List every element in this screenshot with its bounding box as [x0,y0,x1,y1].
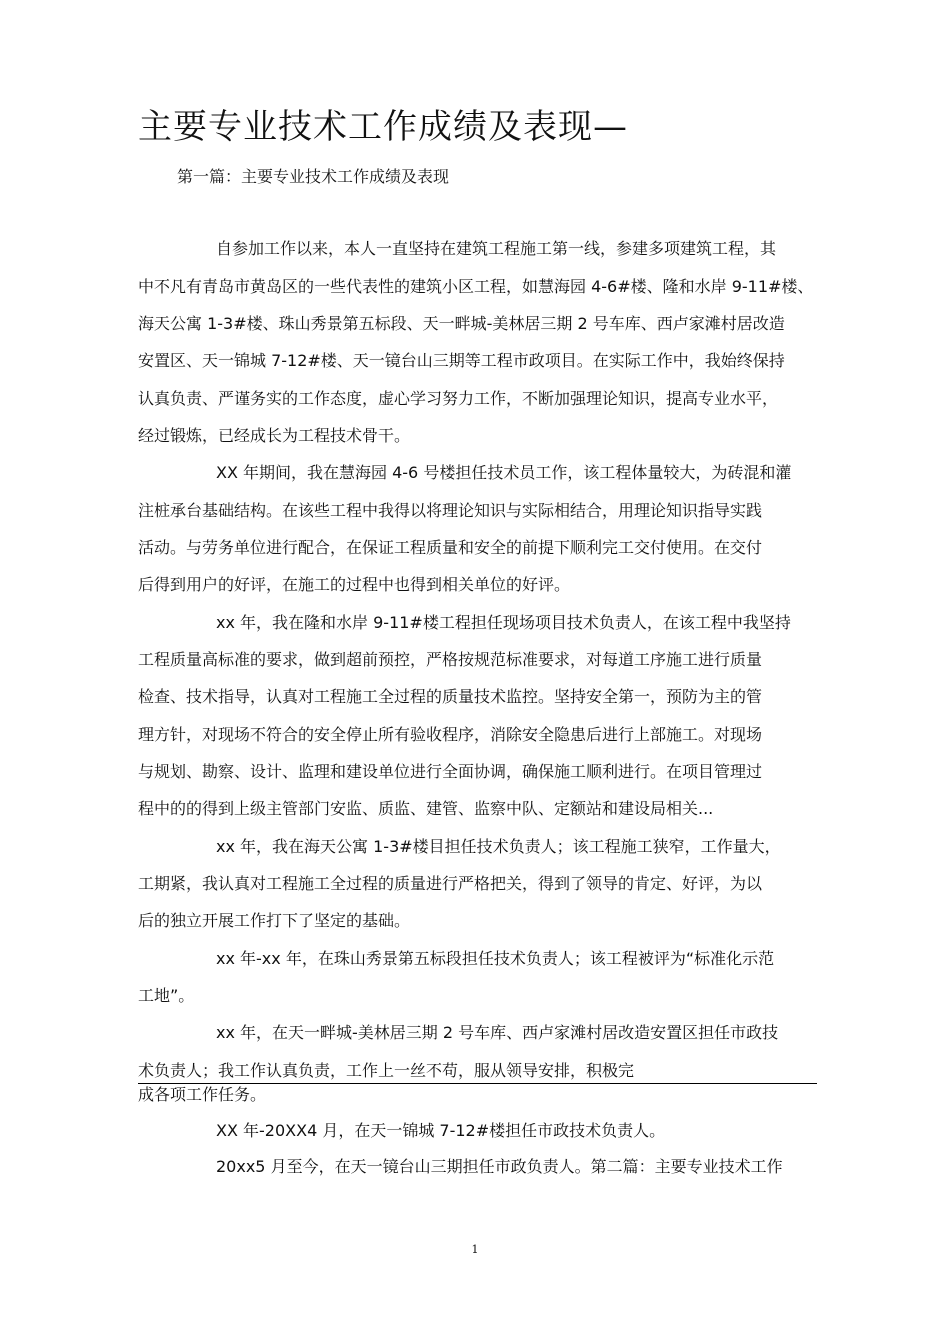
body-line: xx 年，在天一畔城-美林居三期 2 号车库、西卢家滩村居改造安置区担任市政技 [216,1023,779,1042]
document-title: 主要专业技术工作成绩及表现— [138,107,628,147]
body-line: 工期紧，我认真对工程施工全过程的质量进行严格把关，得到了领导的肯定、好评，为以 [138,874,763,893]
body-line: XX 年-20XX4 月，在天一锦城 7-12#楼担任市政技术负责人。 [216,1121,666,1140]
body-line: 程中的的得到上级主管部门安监、质监、建管、监察中队、定额站和建设局相关... [138,799,714,818]
body-line: 成各项工作任务。 [138,1085,267,1104]
body-line: 活动。与劳务单位进行配合，在保证工程质量和安全的前提下顺利完工交付使用。在交付 [138,538,763,557]
body-line: 海天公寓 1-3#楼、珠山秀景第五标段、天一畔城-美林居三期 2 号车库、西卢家滩村居改造 [138,314,785,333]
page-number: 1 [471,1243,479,1256]
body-line: 检查、技术指导，认真对工程施工全过程的质量技术监控。坚持安全第一，预防为主的管 [138,687,763,706]
document-subtitle: 第一篇：主要专业技术工作成绩及表现 [177,167,450,186]
body-line: xx 年，我在海天公寓 1-3#楼目担任技术负责人；该工程施工狭窄，工作量大， [216,837,781,856]
body-line: XX 年期间，我在慧海园 4-6 号楼担任技术员工作，该工程体量较大，为砖混和灌 [216,463,792,482]
body-line: 中不凡有青岛市黄岛区的一些代表性的建筑小区工程，如慧海园 4-6#楼、隆和水岸 9-11#楼、 [138,277,814,296]
body-line: 理方针，对现场不符合的安全停止所有验收程序，消除安全隐患后进行上部施工。对现场 [138,725,763,744]
body-line: 自参加工作以来，本人一直坚持在建筑工程施工第一线，参建多项建筑工程，其 [216,239,777,258]
body-line: 认真负责、严谨务实的工作态度，虚心学习努力工作，不断加强理论知识，提高专业水平， [138,389,779,408]
body-line: 经过锻炼，已经成长为工程技术骨干。 [138,426,411,445]
body-line: 后的独立开展工作打下了坚定的基础。 [138,911,411,930]
body-line: xx 年，我在隆和水岸 9-11#楼工程担任现场项目技术负责人，在该工程中我坚持 [216,613,791,632]
body-line: 与规划、勘察、设计、监理和建设单位进行全面协调，确保施工顺利进行。在项目管理过 [138,762,763,781]
body-line: 注桩承台基础结构。在该些工程中我得以将理论知识与实际相结合，用理论知识指导实践 [138,501,763,520]
body-line: 20xx5 月至今，在天一镜台山三期担任市政负责人。第二篇：主要专业技术工作 [216,1157,783,1176]
body-line: 安置区、天一锦城 7-12#楼、天一镜台山三期等工程市政项目。在实际工作中，我始终保持 [138,351,785,370]
body-line: 后得到用户的好评，在施工的过程中也得到相关单位的好评。 [138,575,571,594]
body-line: 术负责人；我工作认真负责，工作上一丝不苟，服从领导安排，积极完 [138,1061,635,1080]
body-line: xx 年-xx 年，在珠山秀景第五标段担任技术负责人；该工程被评为“标准化示范 [216,949,775,968]
body-line: 工地”。 [138,986,195,1005]
body-line: 工程质量高标准的要求，做到超前预控，严格按规范标准要求，对每道工序施工进行质量 [138,650,763,669]
